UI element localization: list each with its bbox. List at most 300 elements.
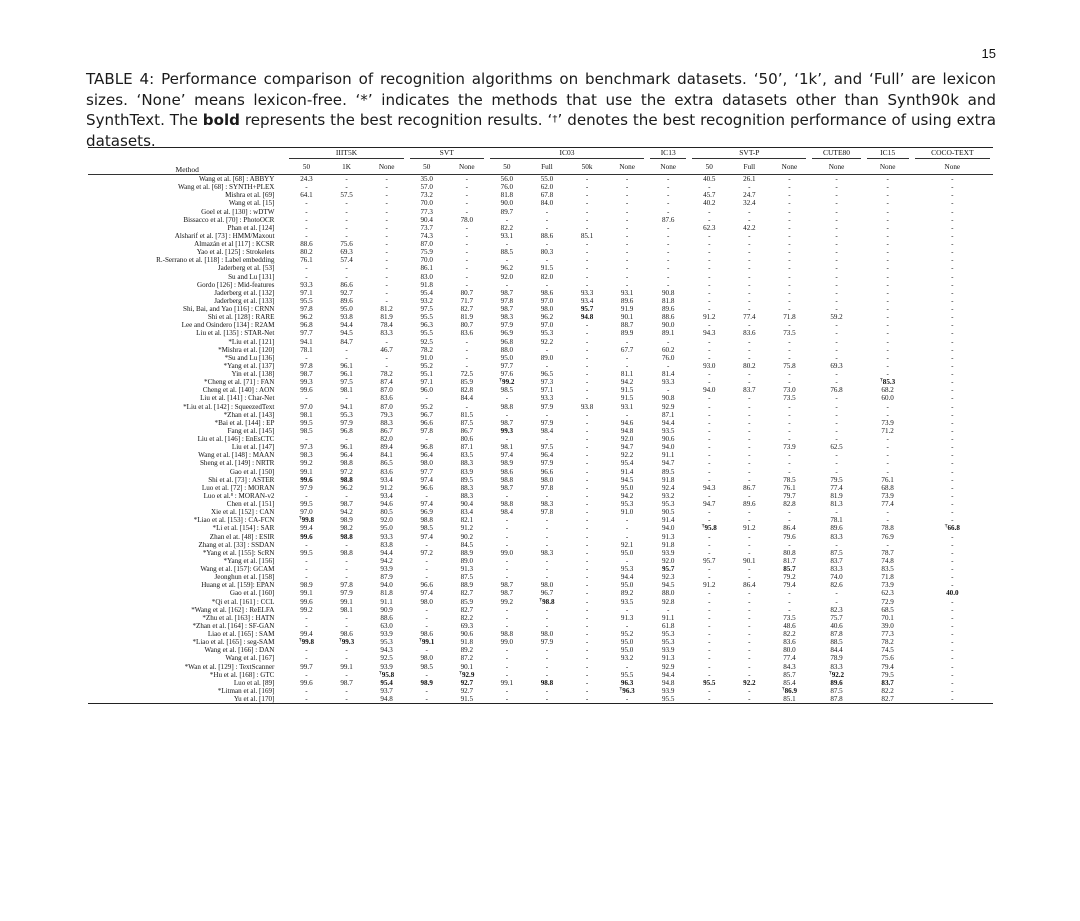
- score-cell: 88.9: [460, 548, 473, 557]
- method-name-cell: Lee and Osindero [134] : R2AM: [181, 321, 275, 330]
- dagger-mark: †: [944, 524, 948, 530]
- score-cell: 90.4: [460, 500, 473, 508]
- score-cell: 92.0: [380, 516, 393, 525]
- score-cell: 73.5: [783, 394, 796, 403]
- score-cell: -: [708, 305, 711, 313]
- score-cell: -: [345, 695, 348, 703]
- score-cell: -: [425, 394, 428, 403]
- score-cell: -: [788, 467, 791, 476]
- score-cell: 76.1: [783, 483, 796, 492]
- score-cell: -: [545, 240, 549, 248]
- score-cell: -: [425, 556, 428, 565]
- score-cell: -: [345, 215, 348, 224]
- score-cell: 97.6: [500, 370, 514, 378]
- score-cell: 99.1: [500, 678, 514, 687]
- score-cell: 73.2: [420, 191, 433, 200]
- score-cell: 90.4: [420, 215, 433, 224]
- score-cell: 97.4: [420, 475, 433, 484]
- score-cell: 93.3: [580, 288, 594, 297]
- method-name-cell: Jaderberg et al. [132]: [214, 288, 275, 297]
- score-cell: -: [667, 337, 670, 346]
- score-cell: 95.4: [620, 459, 634, 468]
- table-row: [88, 614, 993, 622]
- score-cell: 94.2: [620, 491, 634, 500]
- score-cell: 96.0: [420, 386, 433, 395]
- score-cell: -: [505, 516, 509, 525]
- lexicon-header-ic15-none: None: [879, 162, 896, 171]
- score-cell: 91.2: [460, 524, 473, 533]
- score-cell: -: [748, 183, 751, 192]
- score-cell: 60.2: [661, 345, 675, 354]
- score-cell: -: [886, 199, 889, 208]
- score-cell: 94.0: [661, 524, 675, 533]
- score-cell: 82.8: [783, 500, 796, 508]
- score-cell: 98.9: [420, 678, 433, 687]
- score-cell: -: [951, 475, 954, 484]
- score-cell: -: [465, 345, 468, 354]
- score-cell: 82.7: [460, 589, 473, 598]
- table-row: [88, 338, 993, 346]
- score-cell: -: [788, 207, 791, 216]
- method-column-header: Method: [175, 165, 199, 174]
- table-row: [88, 191, 993, 199]
- score-cell: -: [708, 248, 711, 257]
- score-cell: 90.8: [661, 288, 675, 297]
- score-cell: 95.3: [380, 638, 393, 647]
- score-cell: -: [708, 540, 711, 549]
- score-cell: 98.0: [540, 475, 554, 484]
- score-cell: -: [748, 370, 751, 378]
- score-cell: 93.1: [500, 231, 514, 240]
- score-cell: -: [505, 686, 509, 695]
- score-cell: 56.0: [500, 175, 514, 183]
- table-row: [88, 484, 993, 492]
- table-row: [88, 346, 993, 354]
- score-cell: 46.7: [380, 345, 393, 354]
- score-cell: -: [788, 288, 791, 297]
- method-name-cell: Sheng et al. [149] : NRTR: [199, 459, 275, 468]
- score-cell: 61.8: [661, 621, 675, 630]
- score-cell: -: [951, 175, 954, 183]
- score-cell: 92.2: [743, 678, 756, 687]
- score-cell: 69.3: [830, 361, 843, 370]
- score-cell: -: [545, 256, 549, 265]
- score-cell: -: [625, 199, 629, 208]
- score-cell: 98.1: [340, 386, 353, 395]
- score-cell: 48.6: [783, 621, 796, 630]
- score-cell: 75.8: [783, 361, 796, 370]
- score-cell: -: [585, 183, 589, 192]
- score-cell: -: [748, 605, 751, 614]
- score-cell: -: [345, 345, 348, 354]
- score-cell: -: [545, 540, 549, 549]
- score-cell: 99.7: [300, 662, 313, 671]
- score-cell: -: [708, 630, 711, 638]
- score-cell: -: [385, 240, 388, 248]
- score-cell: -: [886, 451, 889, 460]
- lexicon-header-ic03-50: 50: [503, 162, 511, 171]
- score-cell: 97.8: [420, 426, 433, 435]
- score-cell: -: [505, 524, 509, 533]
- score-cell: 40.6: [830, 621, 843, 630]
- score-cell: 86.7: [743, 483, 756, 492]
- score-cell: -: [708, 296, 711, 305]
- score-cell: -: [585, 630, 589, 638]
- score-cell: 98.4: [540, 426, 554, 435]
- score-cell: -: [385, 361, 388, 370]
- method-name-cell: *Cheng et al. [71] : FAN: [204, 378, 275, 387]
- score-cell: 97.4: [500, 451, 514, 460]
- score-cell: -: [748, 410, 751, 419]
- score-cell: -: [951, 418, 954, 427]
- score-cell: -: [886, 402, 889, 411]
- table-row: [88, 240, 993, 248]
- score-cell: -: [748, 548, 751, 557]
- method-name-cell: Gao et al. [150]: [229, 467, 275, 476]
- score-cell: -: [886, 215, 889, 224]
- score-cell: -: [505, 565, 509, 573]
- score-cell: -: [951, 191, 954, 200]
- score-cell: -: [748, 435, 751, 443]
- score-cell: 98.1: [500, 443, 514, 452]
- table-row: [88, 443, 993, 451]
- score-cell: -: [708, 215, 711, 224]
- score-cell: 40.5: [703, 175, 716, 183]
- score-cell: -: [748, 613, 751, 622]
- score-cell: -: [951, 337, 954, 346]
- score-cell: -: [886, 288, 889, 297]
- score-cell: -: [886, 240, 889, 248]
- score-cell: 94.3: [380, 646, 393, 655]
- method-name-cell: Wang et al. [166] : DAN: [204, 646, 275, 655]
- lexicon-header-svt-50: 50: [423, 162, 431, 171]
- score-cell: 96.9: [420, 508, 433, 517]
- score-cell: -: [886, 435, 889, 443]
- score-cell: 82.2: [783, 630, 796, 638]
- score-cell: -: [585, 532, 589, 541]
- score-cell: 97.1: [420, 378, 433, 387]
- method-name-cell: Gordo [126] : Mid-features: [197, 280, 275, 289]
- score-cell: -: [951, 532, 954, 541]
- score-cell: 91.0: [620, 508, 634, 517]
- score-cell: -: [545, 435, 549, 443]
- score-cell: 93.3: [380, 532, 393, 541]
- score-cell: 57.4: [340, 256, 353, 265]
- score-cell: 82.7: [881, 695, 894, 703]
- score-cell: -: [667, 240, 670, 248]
- score-cell: -: [385, 183, 388, 192]
- score-cell: -: [788, 605, 791, 614]
- score-cell: 97.3: [300, 443, 313, 452]
- score-cell: -: [625, 223, 629, 232]
- score-cell: 98.6: [420, 630, 433, 638]
- table-row: [88, 419, 993, 427]
- score-cell: -: [465, 361, 468, 370]
- score-cell: 94.4: [380, 548, 393, 557]
- score-cell: 99.1: [300, 467, 313, 476]
- score-cell: -: [305, 353, 308, 362]
- dataset-header-svt: SVT: [407, 148, 487, 160]
- score-cell: 95.3: [340, 410, 353, 419]
- score-cell: 97.8: [300, 305, 313, 313]
- score-cell: -: [585, 386, 589, 395]
- score-cell: -: [951, 207, 954, 216]
- score-cell: -: [545, 573, 549, 582]
- score-cell: -: [585, 524, 589, 533]
- score-cell: 91.8: [460, 638, 473, 647]
- score-cell: 94.2: [620, 378, 634, 387]
- score-cell: -: [951, 613, 954, 622]
- score-cell: -: [585, 508, 589, 517]
- score-cell: 97.9: [540, 638, 554, 647]
- score-cell: 88.5: [830, 638, 843, 647]
- score-cell: -: [886, 370, 889, 378]
- score-cell: 90.1: [743, 556, 756, 565]
- score-cell: -: [625, 337, 629, 346]
- score-cell: -: [748, 394, 751, 403]
- score-cell: -: [545, 621, 549, 630]
- score-cell: 81.7: [783, 556, 796, 565]
- score-cell: 94.4: [620, 573, 634, 582]
- table-row: [88, 557, 993, 565]
- score-cell: -: [625, 695, 629, 703]
- score-cell: 81.2: [380, 305, 393, 313]
- score-cell: 87.1: [460, 443, 473, 452]
- score-cell: -: [667, 256, 670, 265]
- score-cell: -: [625, 175, 629, 183]
- score-cell: -: [788, 175, 791, 183]
- score-cell: 96.9: [500, 329, 514, 338]
- score-cell: 97.9: [300, 483, 313, 492]
- score-cell: -: [505, 646, 509, 655]
- score-cell: 98.8: [500, 500, 514, 508]
- dagger-mark: †: [419, 638, 422, 644]
- score-cell: -: [505, 695, 509, 703]
- score-cell: 88.3: [460, 483, 473, 492]
- score-cell: -: [951, 435, 954, 443]
- method-name-cell: Jeonghun et al. [158]: [214, 573, 275, 582]
- score-cell: 98.8: [500, 475, 514, 484]
- table-row: [88, 533, 993, 541]
- score-cell: 83.5: [460, 451, 473, 460]
- table-row: [88, 630, 993, 638]
- score-cell: 73.5: [783, 329, 796, 338]
- score-cell: -: [385, 215, 388, 224]
- score-cell: 92.0: [661, 556, 675, 565]
- score-cell: 89.7: [500, 207, 514, 216]
- dagger-mark: †: [781, 686, 785, 692]
- score-cell: 91.3: [661, 532, 675, 541]
- method-name-cell: *Wang et al. [162] : ReELFA: [191, 605, 275, 614]
- score-cell: 87.5: [830, 686, 843, 695]
- table-row: [88, 232, 993, 240]
- score-cell: -: [835, 248, 838, 257]
- score-cell: -: [708, 613, 711, 622]
- score-cell: 84.7: [340, 337, 353, 346]
- score-cell: 99.2: [300, 605, 313, 614]
- score-cell: 94.5: [620, 475, 634, 484]
- score-cell: 76.1: [300, 256, 313, 265]
- score-cell: 89.6: [620, 296, 634, 305]
- score-cell: 96.8: [300, 321, 313, 330]
- score-cell: 75.6: [340, 240, 353, 248]
- score-cell: -: [951, 394, 954, 403]
- score-cell: -: [951, 329, 954, 338]
- score-cell: 91.5: [620, 394, 634, 403]
- score-cell: 99.1: [340, 662, 353, 671]
- score-cell: -: [708, 548, 711, 557]
- score-cell: -: [585, 426, 589, 435]
- score-cell: 97.5: [540, 443, 554, 452]
- score-cell: 88.7: [620, 321, 634, 330]
- score-cell: 95.0: [620, 548, 634, 557]
- score-cell: -: [835, 264, 838, 273]
- score-cell: 80.7: [460, 321, 473, 330]
- score-cell: 85.1: [580, 231, 594, 240]
- score-cell: -: [951, 597, 954, 606]
- table-row: [88, 459, 993, 467]
- score-cell: 95.3: [540, 329, 554, 338]
- table-row: [88, 297, 993, 305]
- score-cell: -: [625, 556, 629, 565]
- score-cell: -: [305, 646, 308, 655]
- score-cell: -: [788, 321, 791, 330]
- score-cell: -: [708, 654, 711, 663]
- dagger-mark: †: [298, 516, 302, 522]
- score-cell: -: [951, 223, 954, 232]
- score-cell: 95.0: [620, 483, 634, 492]
- score-cell: -: [625, 215, 629, 224]
- score-cell: -: [625, 231, 629, 240]
- score-cell: -: [951, 410, 954, 419]
- method-name-cell: *Hu et al. [168] : GTC: [209, 670, 275, 679]
- dataset-header-ic13: IC13: [647, 148, 689, 160]
- score-cell: 97.9: [340, 589, 353, 598]
- score-cell: 78.8: [881, 524, 894, 533]
- score-cell: -: [385, 207, 388, 216]
- score-cell: 77.4: [783, 654, 796, 663]
- score-cell: -: [345, 223, 348, 232]
- score-cell: -: [951, 670, 954, 679]
- table-row: [88, 549, 993, 557]
- score-cell: 35.0: [420, 175, 433, 183]
- score-cell: -: [886, 183, 889, 192]
- score-cell: 95.0: [380, 524, 393, 533]
- score-cell: -: [708, 565, 711, 573]
- score-cell: -: [345, 435, 348, 443]
- table-row: [88, 606, 993, 614]
- score-cell: -: [886, 337, 889, 346]
- score-cell: 24.7: [743, 191, 756, 200]
- dagger-mark: †: [338, 638, 342, 644]
- score-cell: -: [886, 207, 889, 216]
- score-cell: -: [708, 532, 711, 541]
- score-cell: 98.9: [340, 516, 353, 525]
- score-cell: -: [708, 337, 711, 346]
- score-cell: -: [748, 296, 751, 305]
- score-cell: -: [951, 483, 954, 492]
- score-cell: -: [708, 662, 711, 671]
- score-cell: 89.2: [460, 646, 473, 655]
- score-cell: -: [748, 451, 751, 460]
- lexicon-header-svt-p-none: None: [781, 162, 798, 171]
- score-cell: -: [788, 508, 791, 517]
- score-cell: -: [667, 361, 670, 370]
- score-cell: 83.3: [830, 565, 843, 573]
- score-cell: 98.4: [500, 508, 514, 517]
- dataset-header-cute80: CUTE80: [809, 148, 863, 160]
- score-cell: -: [425, 695, 428, 703]
- score-cell: -: [385, 264, 388, 273]
- score-cell: 73.7: [420, 223, 433, 232]
- score-cell: 97.2: [420, 548, 433, 557]
- score-cell: -: [748, 670, 751, 679]
- score-cell: 82.2: [881, 686, 894, 695]
- score-cell: 95.3: [620, 565, 634, 573]
- score-cell: 67.8: [540, 191, 554, 200]
- score-cell: -: [345, 394, 348, 403]
- score-cell: -: [835, 223, 838, 232]
- table-row: [88, 646, 993, 654]
- score-cell: -: [708, 207, 711, 216]
- score-cell: -: [505, 394, 509, 403]
- score-cell: -: [748, 321, 751, 330]
- score-cell: 76.0: [500, 183, 514, 192]
- page-number: 15: [981, 46, 996, 61]
- method-name-cell: Liu et al. [135] : STAR-Net: [196, 329, 275, 338]
- score-cell: 99.5: [300, 500, 313, 508]
- score-cell: -: [345, 573, 348, 582]
- score-cell: -: [748, 418, 751, 427]
- score-cell: -: [425, 435, 428, 443]
- score-cell: 92.1: [620, 540, 634, 549]
- score-cell: 84.0: [540, 199, 554, 208]
- score-cell: -: [625, 183, 629, 192]
- score-cell: 89.5: [661, 467, 675, 476]
- score-cell: 91.8: [661, 540, 675, 549]
- score-cell: -: [708, 670, 711, 679]
- score-cell: -: [385, 280, 388, 289]
- score-cell: -: [305, 573, 308, 582]
- method-name-cell: Huang et al. [159]: EPAN: [201, 581, 275, 590]
- score-cell: 97.0: [300, 402, 313, 411]
- score-cell: 96.3: [420, 321, 433, 330]
- score-cell: 62.3: [703, 223, 716, 232]
- score-cell: -: [951, 573, 954, 582]
- score-cell: 91.5: [620, 386, 634, 395]
- score-cell: 98.3: [500, 313, 514, 322]
- score-cell: 95.1: [420, 370, 433, 378]
- score-cell: -: [748, 573, 751, 582]
- score-cell: 94.6: [620, 418, 634, 427]
- score-cell: 90.0: [661, 321, 675, 330]
- score-cell: 90.2: [460, 532, 473, 541]
- score-cell: -: [385, 256, 388, 265]
- table-row: [88, 695, 993, 704]
- score-cell: 93.5: [661, 426, 675, 435]
- score-cell: 77.4: [743, 313, 756, 322]
- score-cell: -: [708, 370, 711, 378]
- score-cell: 96.4: [420, 451, 433, 460]
- method-name-cell: *Liu et al. [142] : SqueezedText: [183, 402, 275, 411]
- score-cell: 87.2: [460, 654, 473, 663]
- table-row: [88, 208, 993, 216]
- score-cell: 80.2: [300, 248, 313, 257]
- score-cell: -: [585, 370, 589, 378]
- score-cell: -: [788, 240, 791, 248]
- score-cell: -: [835, 231, 838, 240]
- score-cell: 95.7: [703, 556, 716, 565]
